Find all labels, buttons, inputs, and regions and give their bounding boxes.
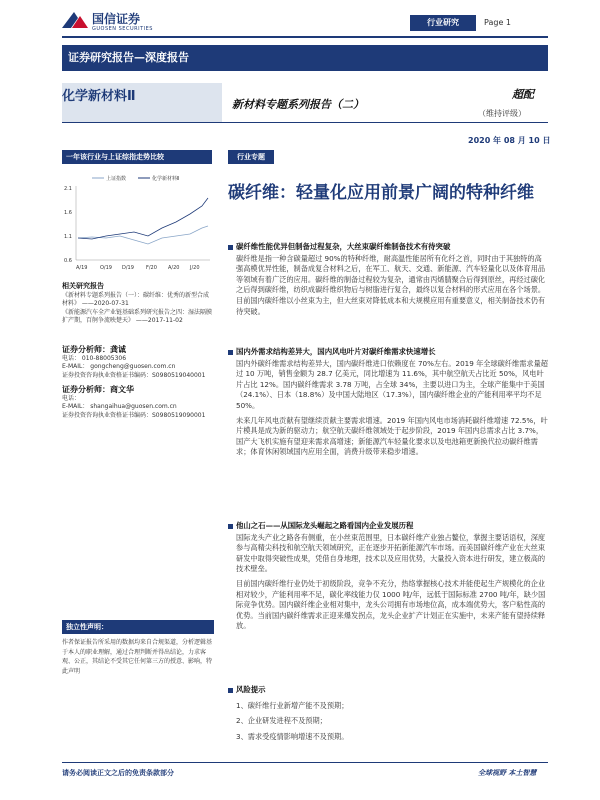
analyst-email: E-MAIL： shangaihua@guosen.com.cn [62,403,177,410]
bullet-icon [228,350,233,355]
footer-slogan: 全球视野 本土智慧 [478,769,537,777]
bullet-icon [228,688,233,693]
section-paragraph: 未来几年风电贡献有望继续贡献主要需求增速。2019 年国内风电市场消耗碳纤维增速 72.5%，叶片模具是成为新的驱动力；航空航天碳纤维领域处于起步阶段，2019 年国内总需求占比 3.7%，国产大飞机实施有望迎来需求高增速；新能源汽车轻量化要求以及电池箱更新换代拉动碳纤维需求；体育休闲领域国内应用全面，消费升级带来稳步增速。 [236,415,548,457]
footer-divider [62,762,548,763]
section-divider [62,122,548,123]
analyst-cert: 证券投资咨询执业资格证书编码：S0980519040001 [62,371,206,379]
footer-disclaimer: 请务必阅读正文之后的免责条款部分 [62,769,174,777]
section-paragraph: 目前国内碳纤维行业仍处于初级阶段，竞争不充分，热络掌握核心技术并能使起生产规模化的企业相对较少，产能利用率不足，碳化率线能力仅 1000 吨/年，远低于国际标准 2700 吨/年，缺少国际竞争优势。国内碳纤维企业相对集中，龙头公司拥有市场地位高，成本端优势大，客户粘性高的优势。当前国内碳纤维需求正迎来爆发拐点，龙头企业扩产计划正在实施中，未来产能有望持续释放。 [236,578,546,631]
report-date: 2020 年 08 月 10 日 [468,136,551,145]
chart-title: 一年该行业与上证综指走势比较 [62,150,212,164]
y-tick: 1.6 [64,210,72,216]
x-tick: A/20 [168,265,180,271]
analyst-phone: 电话： 010-88005306 [62,354,127,362]
logo-text: 国信证券 [92,12,141,26]
risk-item: 1、碳纤维行业新增产能不及预期； [236,700,349,710]
related-report-item: 《新能源汽车全产业链基础系列研究报告之四：湿法隔膜扩产期，百舸争流映楚天》 ——2017-11-02 [62,308,213,324]
y-tick: 1.1 [64,234,72,240]
section-heading: 国内外需求结构差异大，国内风电叶片对碳纤维需求快速增长 [228,347,548,358]
independence-text: 作者保证报告所采用的数据均来自合规渠道，分析逻辑基于本人的职业理解，通过合理判断并得出结论，力求客观、公正，其结论不受其它任何第三方的授意、影响，特此声明 [62,639,213,675]
analyst-info-1 [62,346,214,380]
independence-title: 独立性声明： [62,620,214,634]
logo-subtext: GUOSEN SECURITIES [92,26,153,32]
related-reports-heading: 相关研究报告 [62,282,104,290]
section-heading: 他山之石——从国际龙头崛起之路看国内企业发展历程 [228,521,548,532]
legend-label-b: 化学新材料Ⅱ [152,176,180,182]
category-tag: 行业专题 [228,150,274,164]
headline: 碳纤维：轻量化应用前景广阔的特种纤维 [228,183,534,203]
risk-list [236,701,548,743]
risk-item: 2、企业研发进程不及预期； [236,716,327,726]
analyst-name: 证券分析师：龚诚 [62,345,126,354]
analyst-cert: 证券投资咨询执业资格证书编码：S0980519090001 [62,411,206,419]
related-report-item: 《新材料专题系列报告（一）：碳纤维：优秀的新型合成材料》 ——2020-07-31 [62,291,210,307]
risk-item: 3、需求受疫情影响增速不及预期。 [236,731,349,741]
x-tick: A/19 [76,265,88,271]
section-2 [228,347,548,458]
analyst-phone: 电话： [62,394,81,402]
rating: 超配 [512,88,534,101]
report-banner: 证券研究报告—深度报告 [62,45,548,71]
risk-heading: 风险提示 [228,685,548,696]
x-tick: O/19 [100,265,112,271]
x-tick: J/20 [190,265,200,271]
page-number: Page 1 [484,18,511,27]
section-paragraph: 碳纤维是指一种含碳量超过 90%的特种纤维，耐高温性能居所有化纤之首，同时由于其独特的高强高模优异性能，制备成复合材料之后，在军工、航天、交通、新能源、汽车轻量化以及体育用品等领域有着广泛的应用。碳纤维的制备过程较为复杂，通常由丙烯腈聚合后得到原丝，再经过碳化之后得到碳纤维，纺织成碳纤维织物后与树脂进行复合，最终以复合材料的形式应用在各个场景。目前国内碳纤维以小丝束为主，但大丝束对降低成本和大规模应用有重要意义，相关制备技术仍有待突破。 [236,253,546,316]
logo-mark-icon [62,10,88,30]
section-paragraph: 国际龙头产业之路各有侧重，在小丝束范围里，日本碳纤维产业独占鳌位，掌握主要话语权，深度参与高精尖科技和航空航天领域研究，正在逐步开拓新能源汽车市场。而美国碳纤维产业在大丝束研发中取得突破性成果，凭借自身地理，技术以及应用优势，大量投入资本进行研发，建立极高的技术壁垒。 [236,532,546,574]
analyst-email: E-MAIL： gongcheng@guosen.com.cn [62,363,176,370]
series-line-a [78,226,208,244]
report-type-tag: 行业研究 [410,15,476,31]
analyst-info-2 [62,386,214,420]
series-title: 新材料专题系列报告（二） [232,98,364,111]
rating-note: （维持评级） [478,109,526,118]
section-heading: 碳纤维性能优异但制备过程复杂，大丝束碳纤维制备技术有待突破 [228,242,548,253]
index-comparison-chart [62,166,212,276]
legend-label-a: 上证指数 [106,176,127,182]
y-tick: 0.6 [64,258,72,264]
related-reports [62,282,214,326]
section-3 [228,521,548,632]
section-1 [228,242,548,317]
bullet-icon [228,524,233,529]
analyst-name: 证券分析师：商文华 [62,385,134,394]
x-tick: D/19 [122,265,134,271]
x-tick: F/20 [146,265,157,271]
header-divider [62,36,548,38]
section-paragraph: 国内外碳纤维需求结构差异大，国内碳纤维进口依赖度在 70%左右。2019 年全球碳纤维需求量超过 10 万吨，销售金额为 28.7 亿美元，同比增速为 11.6%，其中航空航天占比近 50%，风电叶片占比 12%。国内碳纤维需求 3.78 万吨，占全球 34%，主要以进口为主，全球产能集中于美国（24.1%）、日本（18.8%）及中国大陆地区（17.3%），国内碳纤维企业的产能利用率平均不足 50%。 [236,358,548,410]
y-tick: 2.1 [64,186,72,192]
series-line-b [78,198,208,239]
bullet-icon [228,245,233,250]
company-logo [62,8,182,38]
sector-name: 化学新材料Ⅱ [62,89,136,104]
risk-section [228,685,548,742]
